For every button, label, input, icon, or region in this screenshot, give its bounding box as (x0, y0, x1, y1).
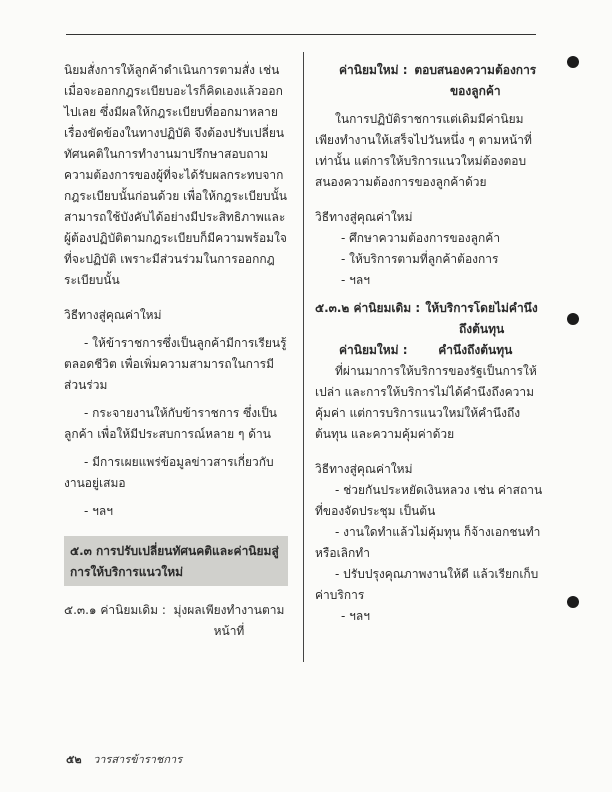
column-divider (303, 52, 304, 662)
new-value-row (315, 340, 543, 361)
right-paragraph: ในการปฏิบัติราชการแต่เดิมมีค่านิยมเพียงทำงานให้เสร็จไปวันหนึ่ง ๆ ตามหน้าที่เท่านั้น แต่การให้บริการแนวใหม่ต้องตอบสนองความต้องการของลูกค้าด้วย (315, 112, 532, 189)
old-value-label: ๕.๓.๒ ค่านิยมเดิม : (315, 301, 421, 315)
old-value-row (315, 298, 543, 340)
list-item: - กระจายงานให้กับข้าราชการ ซึ่งเป็นลูกค้า เพื่อให้มีประสบการณ์หลาย ๆ ด้าน (64, 406, 278, 441)
list-item: - ช่วยกันประหยัดเงินหลวง เช่น ค่าสถานที่ของจัดประชุม เป็นต้น (315, 483, 543, 518)
right-column (315, 60, 543, 627)
top-rule (66, 34, 536, 35)
way-heading: วิธีทางสู่คุณค่าใหม่ (64, 308, 162, 322)
new-value-label: ค่านิยมใหม่ : (339, 343, 408, 357)
list-item: - งานใดทำแล้วไม่คุ้มทุน ก็จ้างเอกชนทำ หรือเลิกทำ (315, 525, 541, 560)
old-value-text: ให้บริการโดยไม่คำนึงถึงต้นทุน (425, 301, 538, 336)
list-item: - ให้บริการตามที่ลูกค้าต้องการ (341, 252, 499, 266)
new-value-text: คำนึงถึงต้นทุน (438, 343, 513, 357)
list-item: - ศึกษาความต้องการของลูกค้า (341, 231, 501, 245)
section-heading: ๕.๓ การปรับเปลี่ยนทัศนคติและค่านิยมสู่การให้บริการแนวใหม่ (64, 536, 288, 586)
old-value-row (64, 600, 292, 642)
list-item: - ให้ข้าราชการซึ่งเป็นลูกค้ามีการเรียนรู้ตลอดชีวิต เพื่อเพิ่มความสามารถในการมีส่วนร่วม (64, 336, 287, 392)
punch-hole-bottom (567, 596, 579, 608)
journal-name: วารสารข้าราชการ (93, 753, 183, 766)
way-heading: วิธีทางสู่คุณค่าใหม่ (315, 462, 413, 476)
page-number: ๕๒ (66, 753, 82, 766)
new-value-row (315, 60, 543, 102)
old-value-label: ๕.๓.๑ ค่านิยมเดิม : (64, 603, 166, 617)
list-item: - ฯลฯ (341, 609, 370, 623)
left-column (64, 60, 292, 642)
left-paragraph: นิยมสั่งการให้ลูกค้าดำเนินการตามสั่ง เช่น เมื่อจะออกกฎระเบียบอะไรก็คิดเองแล้วออกไปเลย ซึ่งมีผลให้กฎระเบียบที่ออกมาหลายเรื่องขัดข้องในทางปฏิบัติ จึงต้องปรับเปลี่ยนทัศนคติในการทำงานมาปรึกษาสอบถามความต้องการของผู้ที่จะได้รับผลกระทบจากกฎระเบียบนั้นก่อนด้วย เพื่อให้กฎระเบียบนั้นสามารถใช้บังคับได้อย่างมีประสิทธิภาพและผู้ต้องปฏิบัติตามกฎระเบียบก็มีความพร้อมใจที่จะปฏิบัติ เพราะมีส่วนร่วมในการออกกฎระเบียบนั้น (64, 63, 288, 287)
way-heading: วิธีทางสู่คุณค่าใหม่ (315, 210, 413, 224)
new-value-label: ค่านิยมใหม่ : (339, 63, 408, 77)
old-value-text: มุ่งผลเพียงทำงานตามหน้าที่ (173, 603, 285, 638)
list-item: - ฯลฯ (341, 273, 370, 287)
page-footer (66, 750, 182, 768)
list-item: - มีการเผยแพร่ข้อมูลข่าวสารเกี่ยวกับงานอยู่เสมอ (64, 455, 274, 490)
list-item: - ปรับปรุงคุณภาพงานให้ดี แล้วเรียกเก็บค่าบริการ (315, 567, 539, 602)
punch-hole-middle (567, 313, 579, 325)
right-paragraph: ที่ผ่านมาการให้บริการของรัฐเป็นการให้เปล่า และการให้บริการไม่ได้คำนึงถึงความคุ้มค่า แต่การบริการแนวใหม่ให้คำนึงถึงต้นทุน และความคุ้มค่าด้วย (315, 364, 537, 441)
new-value-text: ตอบสนองความต้องการของลูกค้า (414, 63, 537, 98)
list-item: - ฯลฯ (84, 504, 113, 518)
punch-hole-top (567, 56, 579, 68)
